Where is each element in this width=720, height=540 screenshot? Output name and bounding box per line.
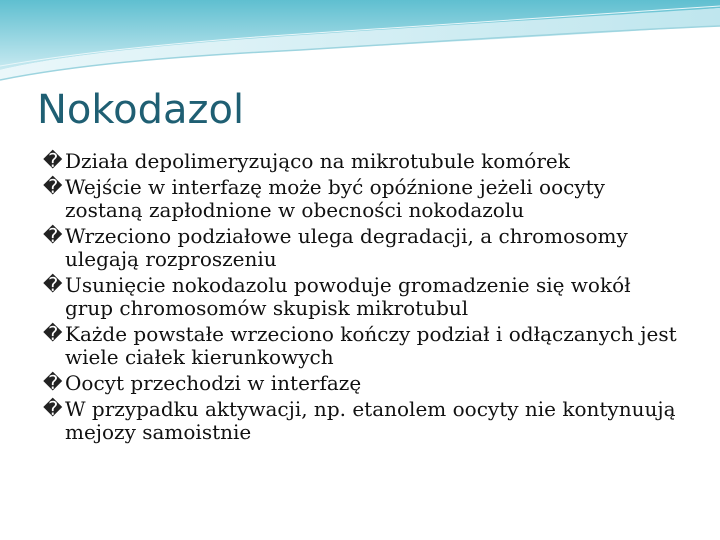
bullet-item [43, 274, 683, 320]
bullet-item [43, 176, 683, 222]
bullet-list [43, 150, 683, 447]
header-wave-decoration [0, 0, 720, 90]
bullet-text: W przypadku aktywacji, np. etanolem oocyty nie kontynuują mejozy samoistnie [65, 397, 676, 444]
bullet-marker-icon: � [43, 150, 63, 172]
bullet-text: Usunięcie nokodazolu powoduje gromadzenie się wokół grup chromosomów skupisk mikrotubul [65, 273, 631, 320]
bullet-item [43, 323, 683, 369]
bullet-marker-icon: � [43, 323, 63, 345]
bullet-marker-icon: � [43, 372, 63, 394]
bullet-item [43, 398, 683, 444]
bullet-marker-icon: � [43, 274, 63, 296]
bullet-marker-icon: � [43, 398, 63, 420]
bullet-text: Każde powstałe wrzeciono kończy podział i odłączanych jest wiele ciałek kierunkowych [65, 322, 677, 369]
bullet-item [43, 225, 683, 271]
bullet-item [43, 372, 683, 395]
bullet-text: Działa depolimeryzująco na mikrotubule komórek [65, 149, 570, 173]
bullet-text: Wejście w interfazę może być opóźnione jeżeli oocyty zostaną zapłodnione w obecności nokodazolu [65, 175, 605, 222]
bullet-item [43, 150, 683, 173]
bullet-marker-icon: � [43, 176, 63, 198]
bullet-text: Oocyt przechodzi w interfazę [65, 371, 362, 395]
slide-title: Nokodazol [37, 87, 245, 133]
bullet-text: Wrzeciono podziałowe ulega degradacji, a chromosomy ulegają rozproszeniu [65, 224, 628, 271]
bullet-marker-icon: � [43, 225, 63, 247]
